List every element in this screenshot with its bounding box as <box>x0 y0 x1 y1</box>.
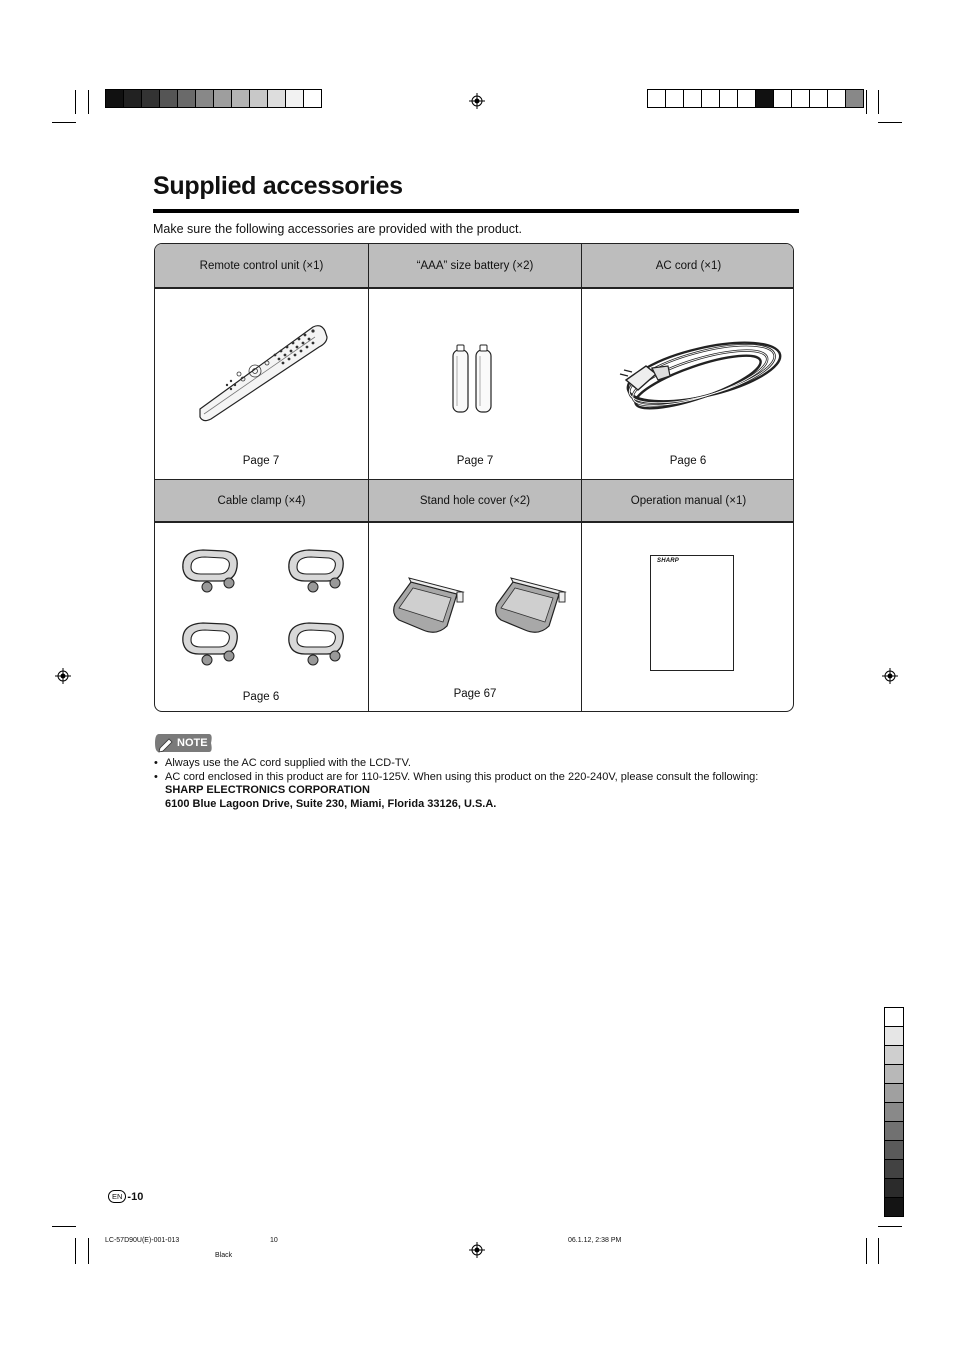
page-reference: Page 6 <box>242 691 280 703</box>
accessory-header: AC cord (×1) <box>582 244 794 287</box>
footer-file: LC-57D90U(E)-001-013 <box>105 1237 180 1244</box>
accessory-header: Operation manual (×1) <box>582 480 794 522</box>
title-rule <box>153 209 799 213</box>
registration-mark-right <box>882 668 898 684</box>
page-reference: Page 7 <box>456 455 494 467</box>
note-label: NOTE <box>177 737 208 749</box>
note-list <box>154 757 758 811</box>
color-bar-top-left <box>105 89 322 108</box>
accessory-header: Stand hole cover (×2) <box>369 480 581 522</box>
registration-mark-left <box>55 668 71 684</box>
language-badge: EN <box>108 1190 126 1203</box>
page-reference: Page 6 <box>669 455 707 467</box>
note-item: • Always use the AC cord supplied with the LCD-TV. <box>154 757 758 771</box>
remote-control-illustration <box>195 319 330 424</box>
accessory-header: “AAA” size battery (×2) <box>369 244 581 287</box>
company-name: SHARP ELECTRONICS CORPORATION <box>165 784 370 796</box>
ac-cord-illustration <box>612 330 782 416</box>
battery-illustration <box>448 344 498 416</box>
operation-manual-illustration <box>650 555 734 671</box>
accessory-header: Cable clamp (×4) <box>155 480 368 522</box>
cable-clamp-illustration <box>177 542 357 670</box>
note-item: • AC cord enclosed in this product are for 110-125V. When using this product on the 220-240V, please consult the following: <box>154 771 758 785</box>
accessory-header: Remote control unit (×1) <box>155 244 368 287</box>
color-bar-top-right <box>647 89 864 108</box>
page-reference: Page 7 <box>242 455 280 467</box>
page-number <box>108 1190 143 1203</box>
accessories-table <box>154 243 794 712</box>
footer-sheet: 10 <box>270 1237 278 1244</box>
page-number-value: -10 <box>127 1190 144 1203</box>
company-address: 6100 Blue Lagoon Drive, Suite 230, Miami, Florida 33126, U.S.A. <box>165 797 497 810</box>
registration-mark-bottom <box>469 1242 485 1258</box>
stand-hole-cover-illustration <box>385 574 575 644</box>
color-bar-right <box>884 1007 904 1217</box>
registration-mark-top <box>469 93 485 109</box>
page-reference: Page 67 <box>453 688 497 700</box>
footer-date: 06.1.12, 2:38 PM <box>568 1237 622 1244</box>
footer-plate: Black <box>215 1252 233 1259</box>
manual-brand-logo: SHARP <box>657 558 680 564</box>
page-title: Supplied accessories <box>153 172 403 200</box>
intro-text: Make sure the following accessories are provided with the product. <box>153 222 522 236</box>
